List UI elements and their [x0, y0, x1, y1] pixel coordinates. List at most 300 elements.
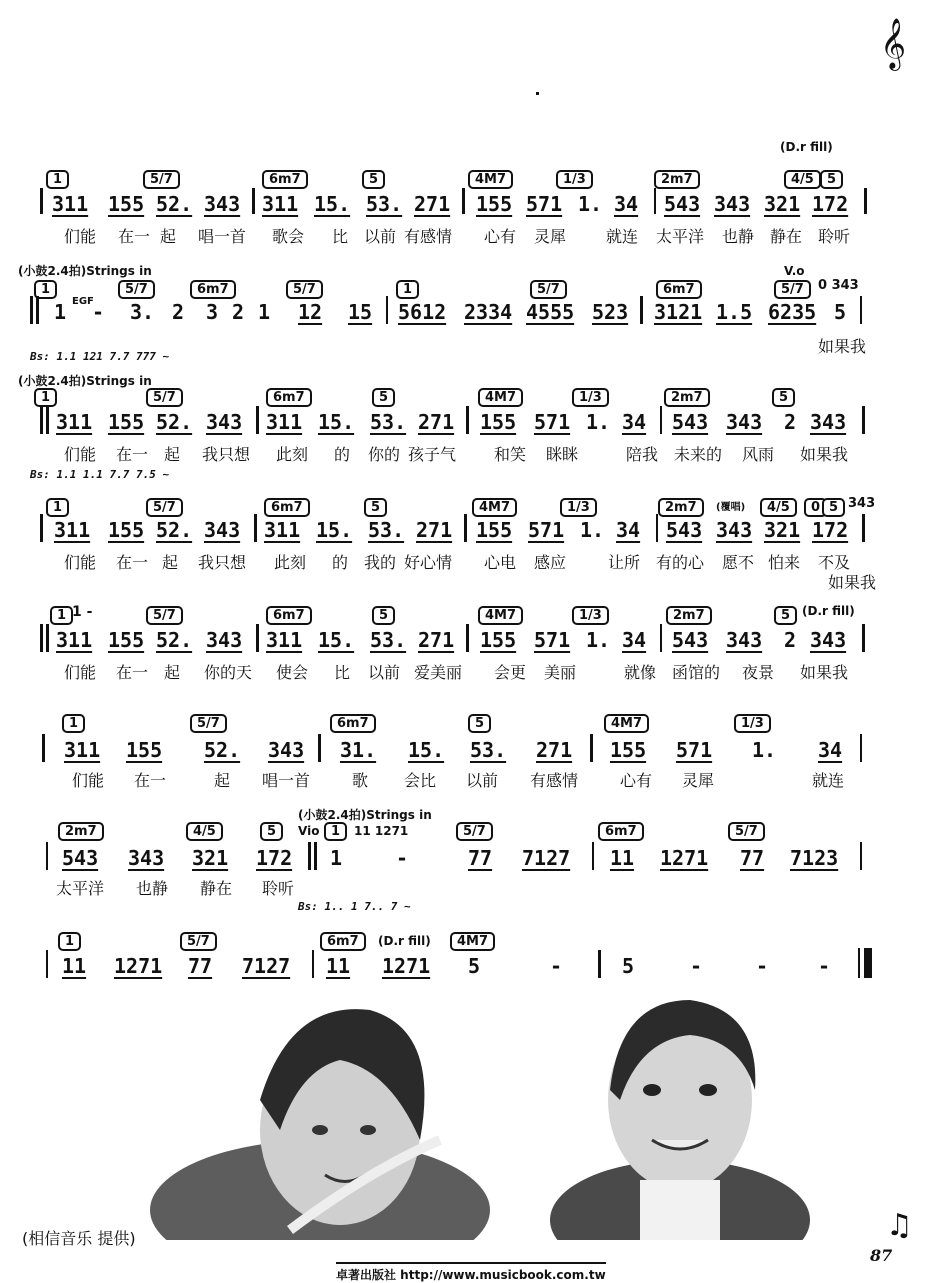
dr-fill-label: (D.r fill) [802, 604, 855, 618]
lyric: 使会 [276, 663, 309, 682]
chord: 1 [58, 932, 81, 951]
note-group: 2 [172, 300, 185, 324]
note-group: 571 [534, 410, 571, 434]
lyric: 我只想 [202, 445, 251, 464]
lyric: 夜景 [742, 663, 775, 682]
chord: 1 [50, 606, 73, 625]
singer-photo-left [140, 990, 500, 1240]
lyric: 静在 [770, 227, 803, 246]
note-group: 52. [156, 628, 193, 652]
vo-label: V.o [784, 264, 805, 278]
chord: 5/7 [456, 822, 493, 841]
note-group: 172 [812, 192, 849, 216]
barline [46, 842, 48, 870]
treble-clef-icon: 𝄞 [880, 18, 907, 69]
lyric: 唱一首 [198, 227, 247, 246]
note-group: 271 [414, 192, 451, 216]
note-group: 271 [418, 410, 455, 434]
note-group: 172 [812, 518, 849, 542]
lyric: 在一 [118, 227, 151, 246]
barline [660, 624, 662, 652]
lyric: 孩子气 [408, 445, 457, 464]
barline [656, 514, 658, 542]
note-group: 343 [716, 518, 753, 542]
barline [640, 296, 643, 324]
note-group: 11 [610, 846, 635, 870]
note-group: 31. [340, 738, 377, 762]
lyric: 在一 [116, 553, 149, 572]
barline [30, 296, 33, 324]
chord: 5/7 [146, 498, 183, 517]
note-group: 52. [156, 518, 193, 542]
chord: 4M7 [450, 932, 495, 951]
note-group: 571 [528, 518, 565, 542]
note-group: 2 [784, 628, 797, 652]
note-group: 4555 [526, 300, 575, 324]
barline [252, 188, 255, 214]
note-group: 155 [108, 192, 145, 216]
chord: 5 [468, 714, 491, 733]
photo-credit: (相信音乐 提供) [22, 1229, 136, 1248]
dr-fill-label: (D.r fill) [780, 140, 833, 154]
lyric: 们能 [64, 445, 97, 464]
note-group: 77 [468, 846, 493, 870]
barline [592, 842, 594, 870]
lyric: 静在 [200, 879, 233, 898]
note-group: 311 [262, 192, 299, 216]
note-group: 11 [326, 954, 351, 978]
chord: 5 [822, 498, 845, 517]
note-group: 343 [204, 192, 241, 216]
note-group: 34 [614, 192, 639, 216]
note-group: - [396, 846, 409, 870]
pickup-notes: 343 [848, 496, 876, 511]
note-group: 53. [370, 410, 407, 434]
note-group: 34 [622, 410, 647, 434]
lyric: 们能 [64, 227, 97, 246]
chord: 6m7 [320, 932, 366, 951]
lyric: 会更 [494, 663, 527, 682]
note-group: 34 [622, 628, 647, 652]
note-group: 543 [672, 628, 709, 652]
barline [654, 188, 656, 214]
lyric: 心有 [484, 227, 517, 246]
note-group: 1. [752, 738, 777, 762]
barline [312, 950, 314, 978]
lyric: 灵犀 [534, 227, 567, 246]
barline [660, 406, 662, 434]
barline [254, 514, 257, 542]
lyric: 的 [332, 553, 349, 572]
chord: 6m7 [330, 714, 376, 733]
note-group: 343 [726, 628, 763, 652]
note-group: 5 [622, 954, 635, 978]
lyric: 的 [334, 445, 351, 464]
note-group: 343 [810, 628, 847, 652]
note-group: 155 [476, 518, 513, 542]
barline [462, 188, 465, 214]
lyric: 在一 [116, 445, 149, 464]
chord: 5 [372, 606, 395, 625]
chord: 4M7 [604, 714, 649, 733]
lyric: 有感情 [404, 227, 453, 246]
barline [256, 406, 259, 434]
note-group: 543 [672, 410, 709, 434]
chord: 5/7 [530, 280, 567, 299]
note-group: 543 [62, 846, 99, 870]
note-group: 321 [764, 518, 801, 542]
chord: 1 [324, 822, 347, 841]
note-group: 543 [666, 518, 703, 542]
note-group: 2 [784, 410, 797, 434]
lyric: 我的 [364, 553, 397, 572]
chord: 1 [34, 388, 57, 407]
note-group: 53. [370, 628, 407, 652]
barline [860, 734, 862, 762]
chord: 5 [372, 388, 395, 407]
chord: 6m7 [598, 822, 644, 841]
lyric: 感应 [534, 553, 567, 572]
note-group: 5612 [398, 300, 447, 324]
lyric: 心有 [620, 771, 653, 790]
chord: 1/3 [556, 170, 593, 189]
chord: 5 [820, 170, 843, 189]
note-group: 311 [266, 410, 303, 434]
note-group: 311 [56, 628, 93, 652]
note-group: 7127 [242, 954, 291, 978]
lyric: 爱美丽 [414, 663, 463, 682]
barline [598, 950, 601, 978]
chord: 5/7 [146, 606, 183, 625]
chord: 5/7 [286, 280, 323, 299]
note-group: - [690, 954, 703, 978]
note-group: 343 [206, 628, 243, 652]
lyric: 歌 [352, 771, 369, 790]
lyric: 美丽 [544, 663, 577, 682]
note-group: 311 [56, 410, 93, 434]
chord: 2m7 [658, 498, 704, 517]
chord: 4/5 [760, 498, 797, 517]
lyric: 们能 [64, 663, 97, 682]
lyric: 你的天 [204, 663, 253, 682]
barline [46, 950, 48, 978]
chord: 1 [46, 170, 69, 189]
bass-line: Bs: 1.1 121 7.7 777 ~ [30, 350, 170, 363]
note-group: 1271 [660, 846, 709, 870]
chord: 5 [362, 170, 385, 189]
note-group: 11 [62, 954, 87, 978]
note-group: 1.5 [716, 300, 753, 324]
note-group: 155 [610, 738, 647, 762]
note-group: 543 [664, 192, 701, 216]
note-group: 321 [764, 192, 801, 216]
note-group: 343 [206, 410, 243, 434]
note-group: 155 [108, 410, 145, 434]
barline [40, 406, 43, 434]
note-group: 343 [128, 846, 165, 870]
note-group: 155 [126, 738, 163, 762]
note-group: 34 [616, 518, 641, 542]
note-group: 311 [264, 518, 301, 542]
bass-line: Bs: 1.1 1.1 7.7 7.5 ~ [30, 468, 170, 481]
top-line: 1 - [72, 604, 93, 620]
chord: 2m7 [664, 388, 710, 407]
note-group: 15. [318, 628, 355, 652]
barline [464, 514, 467, 542]
note-group: 3 [206, 300, 219, 324]
lyric: 不及 [818, 553, 851, 572]
chord: 5/7 [728, 822, 765, 841]
note-group: 321 [192, 846, 229, 870]
final-barline [858, 948, 860, 978]
note-group: 15 [348, 300, 373, 324]
chord: 4M7 [478, 606, 523, 625]
note-group: 1 [258, 300, 271, 324]
note-group: 311 [54, 518, 91, 542]
lyric: 有感情 [530, 771, 579, 790]
barline [308, 842, 311, 870]
note-group: 1 [330, 846, 343, 870]
note-group: 7127 [522, 846, 571, 870]
drum-strings-label: (小鼓2.4拍)Strings in [18, 264, 152, 278]
lyric: 起 [214, 771, 231, 790]
chord: 5 [774, 606, 797, 625]
barline [318, 734, 321, 762]
lyric: 太平洋 [656, 227, 705, 246]
chord: 1 [34, 280, 57, 299]
lyric: 比 [332, 227, 349, 246]
lyric: 也静 [722, 227, 755, 246]
note-group: 155 [108, 518, 145, 542]
note-group: 1. [580, 518, 605, 542]
lyric: 歌会 [272, 227, 305, 246]
note-group: 77 [740, 846, 765, 870]
final-barline-thick [864, 948, 872, 978]
barline [256, 624, 259, 652]
note-group: 52. [156, 410, 193, 434]
chord: 1/3 [734, 714, 771, 733]
note-group: 15. [318, 410, 355, 434]
lyric: 以前 [466, 771, 499, 790]
chord: 6m7 [264, 498, 310, 517]
barline [860, 842, 862, 870]
note-group: 12 [298, 300, 323, 324]
barline [36, 296, 39, 324]
note-group: - [818, 954, 831, 978]
chord: 1/3 [572, 606, 609, 625]
note-group: 2334 [464, 300, 513, 324]
chord: 6m7 [190, 280, 236, 299]
note-group: 311 [266, 628, 303, 652]
note-group: - [550, 954, 563, 978]
chord: 4M7 [468, 170, 513, 189]
lyric: 愿不 [722, 553, 755, 572]
note-group: 77 [188, 954, 213, 978]
note-group: 343 [810, 410, 847, 434]
lyric: 聆听 [818, 227, 851, 246]
bass-line: Bs: 1.. 1 7.. 7 ~ [298, 900, 411, 913]
lyric: 起 [160, 227, 177, 246]
chord: 4/5 [784, 170, 821, 189]
note-group: 172 [256, 846, 293, 870]
lyric: 如果我 [800, 663, 849, 682]
music-note-icon: ♫ [886, 1208, 913, 1243]
barline [862, 514, 865, 542]
lyric: 们能 [64, 553, 97, 572]
note-group: 53. [368, 518, 405, 542]
note-group: 53. [470, 738, 507, 762]
lyric: 在一 [116, 663, 149, 682]
note-group: 15. [408, 738, 445, 762]
barline [864, 188, 867, 214]
lyric: 你的 [368, 445, 401, 464]
chord: 4/5 [186, 822, 223, 841]
lyric: 函馆的 [672, 663, 721, 682]
chord: 5/7 [190, 714, 227, 733]
lyric: 在一 [134, 771, 167, 790]
note-group: 571 [676, 738, 713, 762]
lyric: 如果我 [818, 337, 867, 356]
lyric: 起 [162, 553, 179, 572]
lyric: 起 [164, 663, 181, 682]
note-group: 271 [536, 738, 573, 762]
lyric: 如果我 [800, 445, 849, 464]
barline [46, 406, 49, 434]
note-group: 155 [476, 192, 513, 216]
barline [40, 624, 43, 652]
egf-label: EGF [72, 296, 94, 307]
note-group: 6235 [768, 300, 817, 324]
note-group: 271 [416, 518, 453, 542]
note-group: 3. [130, 300, 155, 324]
singer-photo-right [540, 980, 820, 1240]
note-group: 5 [468, 954, 481, 978]
note-group: 34 [818, 738, 843, 762]
note-group: 1. [578, 192, 603, 216]
lyric: 心电 [484, 553, 517, 572]
chord: 5 [364, 498, 387, 517]
chord: 5/7 [143, 170, 180, 189]
chord: 1/3 [572, 388, 609, 407]
note-group: 52. [204, 738, 241, 762]
note-group: - [92, 300, 105, 324]
chord: 4M7 [472, 498, 517, 517]
note-group: 2 [232, 300, 245, 324]
lyric: 和笑 [494, 445, 527, 464]
lyric: 就连 [812, 771, 845, 790]
lyric: 聆听 [262, 879, 295, 898]
note-group: 53. [366, 192, 403, 216]
barline [466, 624, 469, 652]
note-group: 1271 [382, 954, 431, 978]
lyric: 们能 [72, 771, 105, 790]
drum-strings-label: (小鼓2.4拍)Strings in [18, 374, 152, 388]
lyric: 太平洋 [56, 879, 105, 898]
chord: 0 [804, 498, 827, 517]
lyric: 灵犀 [682, 771, 715, 790]
vio-line: 11 1271 [354, 824, 409, 838]
chord: 5 [260, 822, 283, 841]
lyric: 此刻 [274, 553, 307, 572]
barline [466, 406, 469, 434]
page-number: 87 [870, 1246, 893, 1265]
note-group: - [756, 954, 769, 978]
note-group: 523 [592, 300, 629, 324]
note-group: 1. [586, 410, 611, 434]
lyric: 以前 [364, 227, 397, 246]
lyric: 风雨 [742, 445, 775, 464]
chord: 6m7 [262, 170, 308, 189]
note-group: 5 [834, 300, 847, 324]
note-group: 271 [418, 628, 455, 652]
chord: 5/7 [146, 388, 183, 407]
lyric: 让所 [608, 553, 641, 572]
pickup-notes: 0 343 [818, 278, 859, 293]
barline [862, 624, 865, 652]
vio-label: Vio [298, 824, 320, 838]
stray-dot [536, 92, 539, 95]
chord: 4M7 [478, 388, 523, 407]
note-group: 1 [54, 300, 67, 324]
note-group: 155 [480, 628, 517, 652]
chord: 6m7 [266, 388, 312, 407]
note-group: 7123 [790, 846, 839, 870]
chord: 1/3 [560, 498, 597, 517]
note-group: 15. [316, 518, 353, 542]
barline [314, 842, 317, 870]
dr-fill-label: (D.r fill) [378, 934, 431, 948]
barline [46, 624, 49, 652]
barline [862, 406, 865, 434]
note-group: 571 [526, 192, 563, 216]
lyric: 就像 [624, 663, 657, 682]
note-group: 571 [534, 628, 571, 652]
note-group: 1271 [114, 954, 163, 978]
lyric: 陪我 [626, 445, 659, 464]
lyric: 怕来 [768, 553, 801, 572]
note-group: 311 [52, 192, 89, 216]
chord: 1 [62, 714, 85, 733]
lyric: 眯眯 [546, 445, 579, 464]
barline [590, 734, 593, 762]
note-group: 3121 [654, 300, 703, 324]
note-group: 1. [586, 628, 611, 652]
lyric: 以前 [368, 663, 401, 682]
lyric: 起 [164, 445, 181, 464]
note-group: 15. [314, 192, 351, 216]
note-group: 155 [108, 628, 145, 652]
barline [386, 296, 388, 324]
note-group: 343 [268, 738, 305, 762]
note-group: 311 [64, 738, 101, 762]
drum-strings-label: (小鼓2.4拍)Strings in [298, 808, 432, 822]
lyric: 会比 [404, 771, 437, 790]
lyric: 也静 [136, 879, 169, 898]
chord: 5/7 [180, 932, 217, 951]
lyric: 唱一首 [262, 771, 311, 790]
barline [40, 188, 43, 214]
lyric: 比 [334, 663, 351, 682]
chord: 1 [396, 280, 419, 299]
lyric: 就连 [606, 227, 639, 246]
chord: 5/7 [774, 280, 811, 299]
chord: 5/7 [118, 280, 155, 299]
chord: 6m7 [656, 280, 702, 299]
publisher-footer: 卓著出版社 http://www.musicbook.com.tw [336, 1262, 606, 1283]
chord: 6m7 [266, 606, 312, 625]
note-group: 343 [714, 192, 751, 216]
lyric: 此刻 [276, 445, 309, 464]
